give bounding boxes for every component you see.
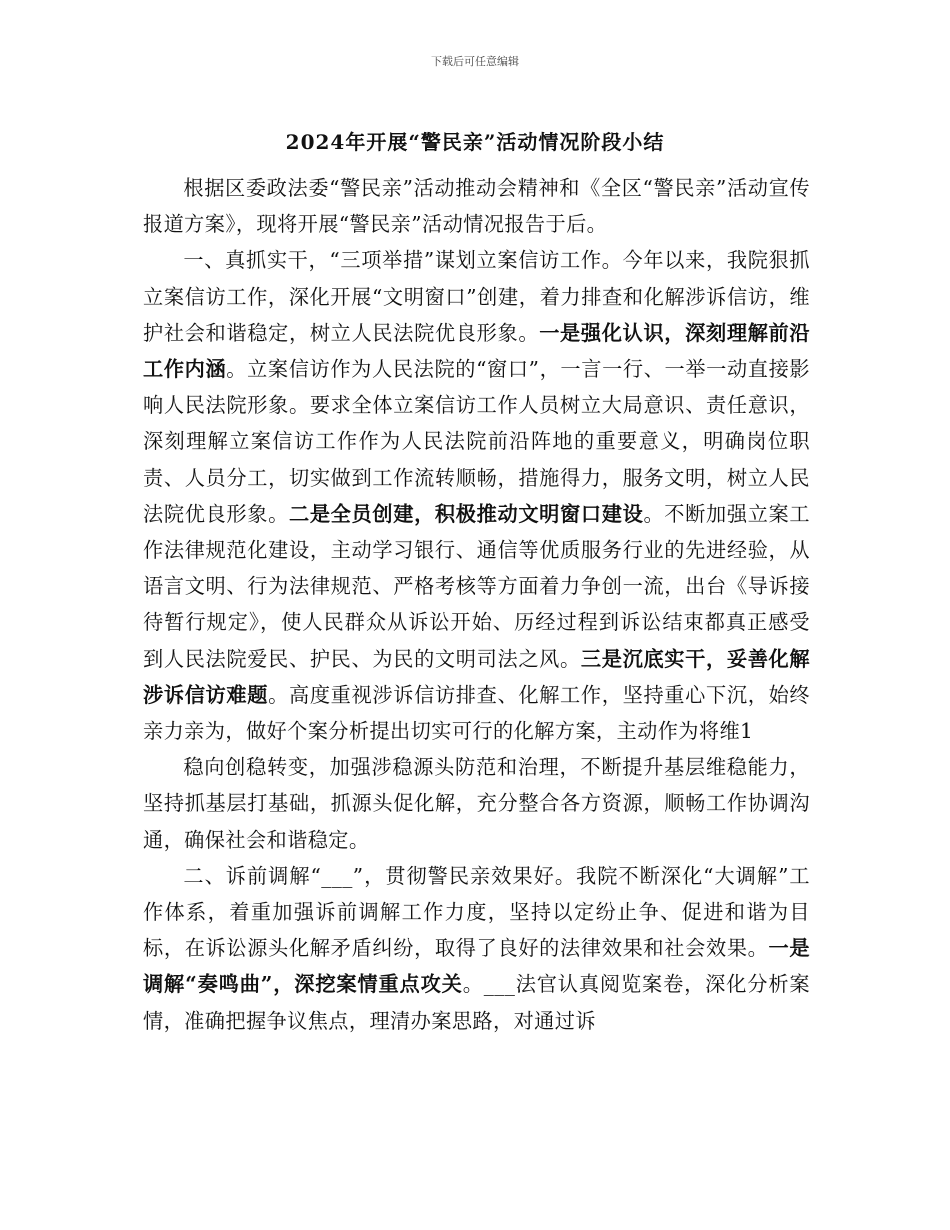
text-run: 二、诉前调解“___”，贯彻警民亲效果好。我院不断深化“大调解”工作体系，着重加强诉前调解工作力度，坚持以定纷止争、促进和谐为目标，在诉讼源头化解矛盾纠纷，取得了良好的法律效果和社会效果。	[143, 863, 810, 961]
body-paragraph	[143, 749, 810, 858]
text-run: 稳向创稳转变，加强涉稳源头防范和治理，不断提升基层维稳能力，坚持抓基层打基础，抓源头促化解，充分整合各方资源，顺畅工作协调沟通，确保社会和谐稳定。	[143, 755, 810, 852]
body-paragraph	[143, 170, 810, 242]
document-body	[143, 170, 810, 1039]
bold-heading-run: 一是强化认识，深刻理解前沿工作内涵	[143, 320, 810, 382]
document-title: 2024年开展“警民亲”活动情况阶段小结	[285, 130, 665, 154]
text-run: 。高度重视涉诉信访排查、化解工作，坚持重心下沉，始终亲力亲为，做好个案分析提出切实可行的化解方案，主动作为将维1	[143, 682, 811, 744]
bold-heading-run: 一是调解“奏鸣曲”，深挖案情重点攻关	[143, 936, 810, 997]
text-run: 一、真抓实干，“三项举措”谋划立案信访工作。今年以来，我院狠抓立案信访工作，深化开展“文明窗口”创建，着力排查和化解涉诉信访，维护社会和谐稳定，树立人民法院优良形象。	[143, 248, 810, 345]
page-header-note: 下载后可任意编辑	[431, 55, 519, 68]
text-run: 根据区委政法委“警民亲”活动推动会精神和《全区“警民亲”活动宣传报道方案》，现将开展“警民亲”活动情况报告于后。	[143, 176, 810, 237]
text-run: 。立案信访作为人民法院的“窗口”，一言一行、一举一动直接影响人民法院形象。要求全体立案信访工作人员树立大局意识、责任意识，深刻理解立案信访工作作为人民法院前沿阵地的重要意义，明确岗位职责、人员分工，切实做到工作流转顺畅，措施得力，服务文明，树立人民法院优良形象。	[143, 357, 810, 526]
body-paragraph	[143, 858, 810, 1039]
text-run: 。不断加强立案工作法律规范化建设，主动学习银行、通信等优质服务行业的先进经验，从语言文明、行为法律规范、严格考核等方面着力争创一流，出台《导诉接待暂行规定》，使人民群众从诉讼开始、历经过程到诉讼结束都真正感受到人民法院爱民、护民、为民的文明司法之风。	[143, 501, 810, 671]
body-paragraph	[143, 242, 810, 749]
text-run: 。___法官认真阅览案卷，深化分析案情，准确把握争议焦点，理清办案思路，对通过诉	[143, 972, 810, 1033]
bold-heading-run: 三是沉底实干，妥善化解涉诉信访难题	[143, 646, 810, 707]
bold-heading-run: 二是全员创建，积极推动文明窗口建设	[288, 501, 644, 526]
